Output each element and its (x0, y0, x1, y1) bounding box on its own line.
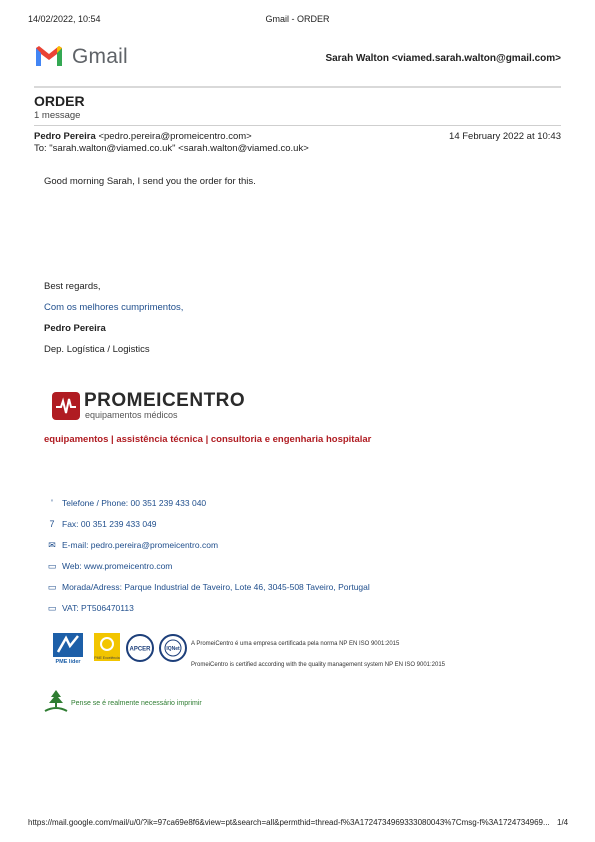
promeicentro-logo-icon (52, 392, 80, 420)
contact-address-text: Morada/Adress: Parque Industrial de Taveiro, Lote 46, 3045-508 Taveiro, Portugal (62, 582, 370, 592)
sender-line (34, 131, 252, 142)
header-divider (34, 86, 561, 88)
company-logo-name: PROMEICENTRO (84, 390, 246, 411)
signature-name: Pedro Pereira (44, 323, 106, 334)
pme-excelencia-badge-icon (93, 632, 121, 664)
recipient-line: To: "sarah.walton@viamed.co.uk" <sarah.walton@viamed.co.uk> (34, 143, 309, 154)
sender-name: Pedro Pereira (34, 131, 96, 142)
contact-vat-text: VAT: PT506470113 (62, 603, 134, 613)
print-title: Gmail - ORDER (265, 14, 330, 24)
message-greeting: Good morning Sarah, I send you the order for this. (44, 176, 256, 187)
contact-web[interactable] (46, 561, 172, 572)
message-date: 14 February 2022 at 10:43 (449, 131, 561, 142)
message-count: 1 message (34, 110, 81, 121)
print-page-number: 1/4 (557, 818, 569, 827)
contact-web-text[interactable]: Web: www.promeicentro.com (62, 561, 173, 571)
pme-excelencia-badge-text: PME Excelência (94, 656, 120, 660)
cert-statement-pt: A PromeiCentro é uma empresa certificada pela norma NP EN ISO 9001:2015 (191, 641, 400, 647)
phone-icon: ' (51, 498, 53, 508)
print-url: https://mail.google.com/mail/u/0/?ik=97ca69e8f6&view=pt&search=all&permthid=thread-f%3A1724734969333080043%7Cmsg-f%3A1724734969... (28, 818, 550, 827)
contact-phone (46, 498, 206, 508)
contact-fax (46, 519, 157, 529)
iqnet-badge-text: IQNet (166, 646, 180, 652)
gmail-logo-icon (34, 44, 64, 68)
tree-icon (44, 689, 68, 713)
contact-vat (46, 603, 134, 614)
cert-statement-en: PromeiCentro is certified according with the quality management system NP EN ISO 9001:2015 (191, 662, 446, 668)
fax-icon: 7 (49, 519, 55, 529)
contact-phone-text: Telefone / Phone: 00 351 239 433 040 (62, 498, 207, 508)
iqnet-badge-icon (158, 632, 188, 664)
pme-lider-badge-text: PME líder (55, 659, 81, 664)
message-regards-pt: Com os melhores cumprimentos, (44, 302, 184, 313)
vat-icon: ▭ (47, 603, 57, 613)
email-icon: ✉ (48, 540, 56, 550)
contact-email-text[interactable]: E-mail: pedro.pereira@promeicentro.com (62, 540, 219, 550)
message-divider (34, 125, 561, 126)
signature-department: Dep. Logística / Logistics (44, 344, 150, 355)
apcer-badge-text: APCER (129, 646, 151, 653)
gmail-wordmark: Gmail (72, 45, 128, 68)
print-datetime: 14/02/2022, 10:54 (28, 14, 101, 24)
web-icon: ▭ (47, 561, 57, 571)
contact-address (46, 582, 370, 593)
apcer-badge-icon (125, 632, 155, 664)
message-regards: Best regards, (44, 281, 101, 292)
contact-email[interactable] (46, 540, 218, 551)
eco-print-note: Pense se é realmente necessário imprimir (71, 700, 202, 707)
sender-email[interactable]: <pedro.pereira@promeicentro.com> (98, 131, 252, 142)
account-identity: Sarah Walton <viamed.sarah.walton@gmail.com> (325, 53, 561, 64)
address-icon: ▭ (47, 582, 57, 592)
company-services: equipamentos | assistência técnica | consultoria e engenharia hospitalar (44, 434, 372, 445)
thread-subject: ORDER (34, 93, 85, 109)
pme-lider-badge-icon (52, 632, 84, 664)
contact-fax-text: Fax: 00 351 239 433 049 (62, 519, 157, 529)
company-tagline: equipamentos médicos (85, 410, 178, 420)
